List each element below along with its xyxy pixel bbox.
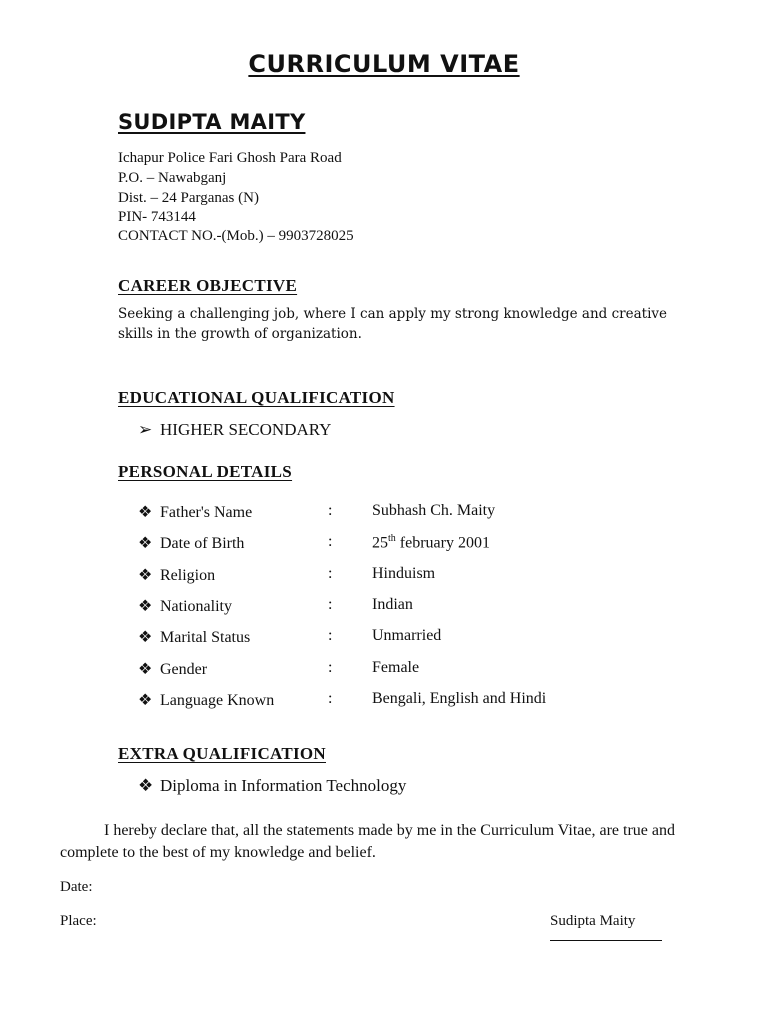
- address-line: P.O. – Nawabganj: [118, 170, 227, 186]
- personal-row-separator: :: [328, 533, 333, 550]
- address-line: Dist. – 24 Parganas (N): [118, 190, 259, 206]
- personal-row-label: ❖ Language Known: [138, 692, 275, 709]
- place-label: Place:: [60, 913, 97, 929]
- career-objective-text: Seeking a challenging job, where I can apply my strong knowledge and creative skills in the growth of organization.: [118, 306, 667, 342]
- address-line: Ichapur Police Fari Ghosh Para Road: [118, 150, 342, 166]
- extra-qualification-heading: EXTRA QUALIFICATION: [118, 744, 326, 763]
- candidate-name: SUDIPTA MAITY: [118, 110, 306, 134]
- personal-row-label: ❖ Father's Name: [138, 504, 253, 521]
- personal-row-label: ❖ Gender: [138, 661, 208, 678]
- diamond-bullet-icon: ❖: [138, 535, 153, 552]
- date-label: Date:: [60, 879, 93, 895]
- personal-row-label: ❖ Marital Status: [138, 629, 251, 646]
- personal-row-value: Hinduism: [372, 565, 436, 582]
- personal-row-separator: :: [328, 565, 333, 582]
- education-item: [138, 420, 331, 440]
- personal-row-value: Indian: [372, 596, 413, 613]
- signature-name: Sudipta Maity: [550, 913, 636, 929]
- personal-row-separator: :: [328, 627, 333, 644]
- extra-qualification-label: Diploma in Information Technology: [160, 776, 407, 795]
- personal-row-separator: :: [328, 596, 333, 613]
- personal-row-separator: :: [328, 502, 333, 519]
- arrow-bullet-icon: ➢: [138, 420, 153, 439]
- personal-details-heading: PERSONAL DETAILS: [118, 462, 293, 481]
- diamond-bullet-icon: ❖: [138, 629, 153, 646]
- education-heading: EDUCATIONAL QUALIFICATION: [118, 388, 395, 407]
- personal-row-label: ❖ Religion: [138, 567, 216, 584]
- personal-row-label: ❖ Nationality: [138, 598, 232, 615]
- diamond-bullet-icon: ❖: [138, 661, 153, 678]
- contact-number: CONTACT NO.-(Mob.) – 9903728025: [118, 228, 354, 244]
- personal-row-value: Female: [372, 659, 420, 676]
- address-line: PIN- 743144: [118, 209, 196, 225]
- personal-row-separator: :: [328, 690, 333, 707]
- extra-qualification-item: [138, 776, 406, 796]
- career-objective-heading: CAREER OBJECTIVE: [118, 276, 298, 295]
- signature-line: [550, 940, 662, 941]
- diamond-bullet-icon: ❖: [138, 776, 154, 795]
- personal-row-value: Subhash Ch. Maity: [372, 502, 496, 519]
- personal-row-value: 25th february 2001: [372, 533, 490, 552]
- diamond-bullet-icon: ❖: [138, 504, 153, 521]
- education-item-label: HIGHER SECONDARY: [160, 420, 332, 439]
- personal-row-separator: :: [328, 659, 333, 676]
- personal-row-label: ❖ Date of Birth: [138, 535, 245, 552]
- personal-row-value: Bengali, English and Hindi: [372, 690, 547, 707]
- diamond-bullet-icon: ❖: [138, 567, 153, 584]
- declaration-text: I hereby declare that, all the statements made by me in the Curriculum Vitae, are true and complete to the best of my knowledge and belief.: [60, 822, 675, 861]
- personal-row-value: Unmarried: [372, 627, 442, 644]
- diamond-bullet-icon: ❖: [138, 598, 153, 615]
- document-title: CURRICULUM VITAE: [248, 50, 520, 78]
- diamond-bullet-icon: ❖: [138, 692, 153, 709]
